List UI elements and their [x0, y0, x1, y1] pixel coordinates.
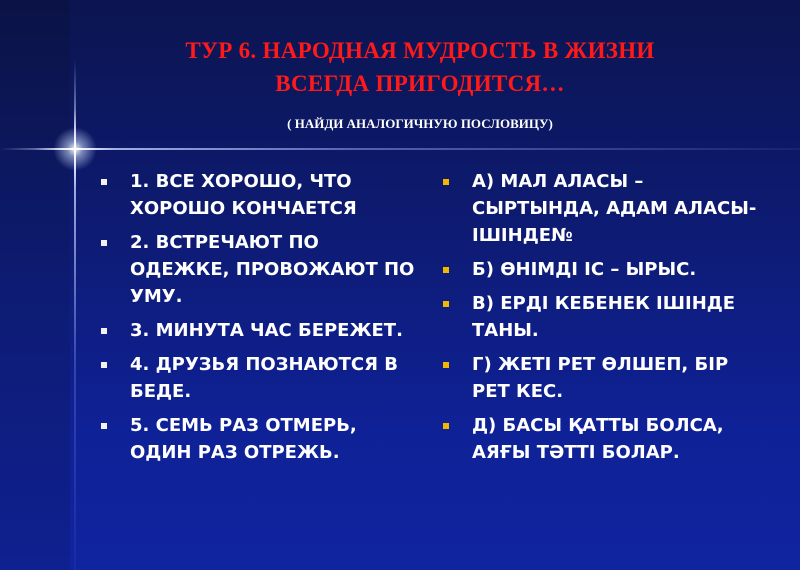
list-item — [438, 351, 758, 405]
proverb-text: Д) БАСЫ ҚАТТЫ БОЛСА, АЯҒЫ ТӘТТІ БОЛАР. — [472, 415, 724, 463]
proverb-text: Г) ЖЕТІ РЕТ ӨЛШЕП, БІР РЕТ КЕС. — [472, 354, 729, 402]
bullet-icon — [443, 301, 449, 307]
proverb-text: 5. СЕМЬ РАЗ ОТМЕРЬ, ОДИН РАЗ ОТРЕЖЬ. — [130, 415, 357, 463]
slide-subtitle: ( НАЙДИ АНАЛОГИЧНУЮ ПОСЛОВИЦУ) — [287, 116, 553, 131]
proverb-text: А) МАЛ АЛАСЫ – СЫРТЫНДА, АДАМ АЛАСЫ- ІШІНДЕ№ — [472, 171, 757, 246]
decorative-horizontal-line — [0, 148, 800, 150]
list-item — [96, 351, 416, 405]
russian-proverbs-list — [96, 168, 416, 473]
list-item — [438, 256, 758, 283]
list-item — [96, 168, 416, 222]
bullet-icon — [101, 240, 107, 246]
kazakh-proverbs-list — [438, 168, 758, 473]
bullet-icon — [443, 423, 449, 429]
bullet-icon — [101, 179, 107, 185]
slide-title — [110, 34, 730, 100]
proverb-text: 4. ДРУЗЬЯ ПОЗНАЮТСЯ В БЕДЕ. — [130, 354, 398, 402]
list-item — [438, 168, 758, 249]
list-item — [96, 317, 416, 344]
bullet-icon — [101, 423, 107, 429]
list-item — [96, 412, 416, 466]
slide-title-line-1: ТУР 6. НАРОДНАЯ МУДРОСТЬ В ЖИЗНИ — [185, 38, 655, 63]
proverb-text: В) ЕРДІ КЕБЕНЕК ІШІНДЕ ТАНЫ. — [472, 293, 736, 341]
slide-title-line-2: ВСЕГДА ПРИГОДИТСЯ… — [275, 71, 565, 96]
proverb-text: 2. ВСТРЕЧАЮТ ПО ОДЕЖКЕ, ПРОВОЖАЮТ ПО УМУ. — [130, 232, 415, 307]
decorative-left-band — [0, 0, 70, 570]
bullet-icon — [101, 328, 107, 334]
bullet-icon — [101, 362, 107, 368]
proverb-text: Б) ӨНІМДІ ІС – ЫРЫС. — [472, 259, 697, 280]
list-item — [438, 412, 758, 466]
list-item — [96, 229, 416, 310]
proverb-text: 1. ВСЕ ХОРОШО, ЧТО ХОРОШО КОНЧАЕТСЯ — [130, 171, 357, 219]
bullet-icon — [443, 267, 449, 273]
proverb-text: 3. МИНУТА ЧАС БЕРЕЖЕТ. — [130, 320, 403, 341]
list-item — [438, 290, 758, 344]
bullet-icon — [443, 362, 449, 368]
bullet-icon — [443, 179, 449, 185]
